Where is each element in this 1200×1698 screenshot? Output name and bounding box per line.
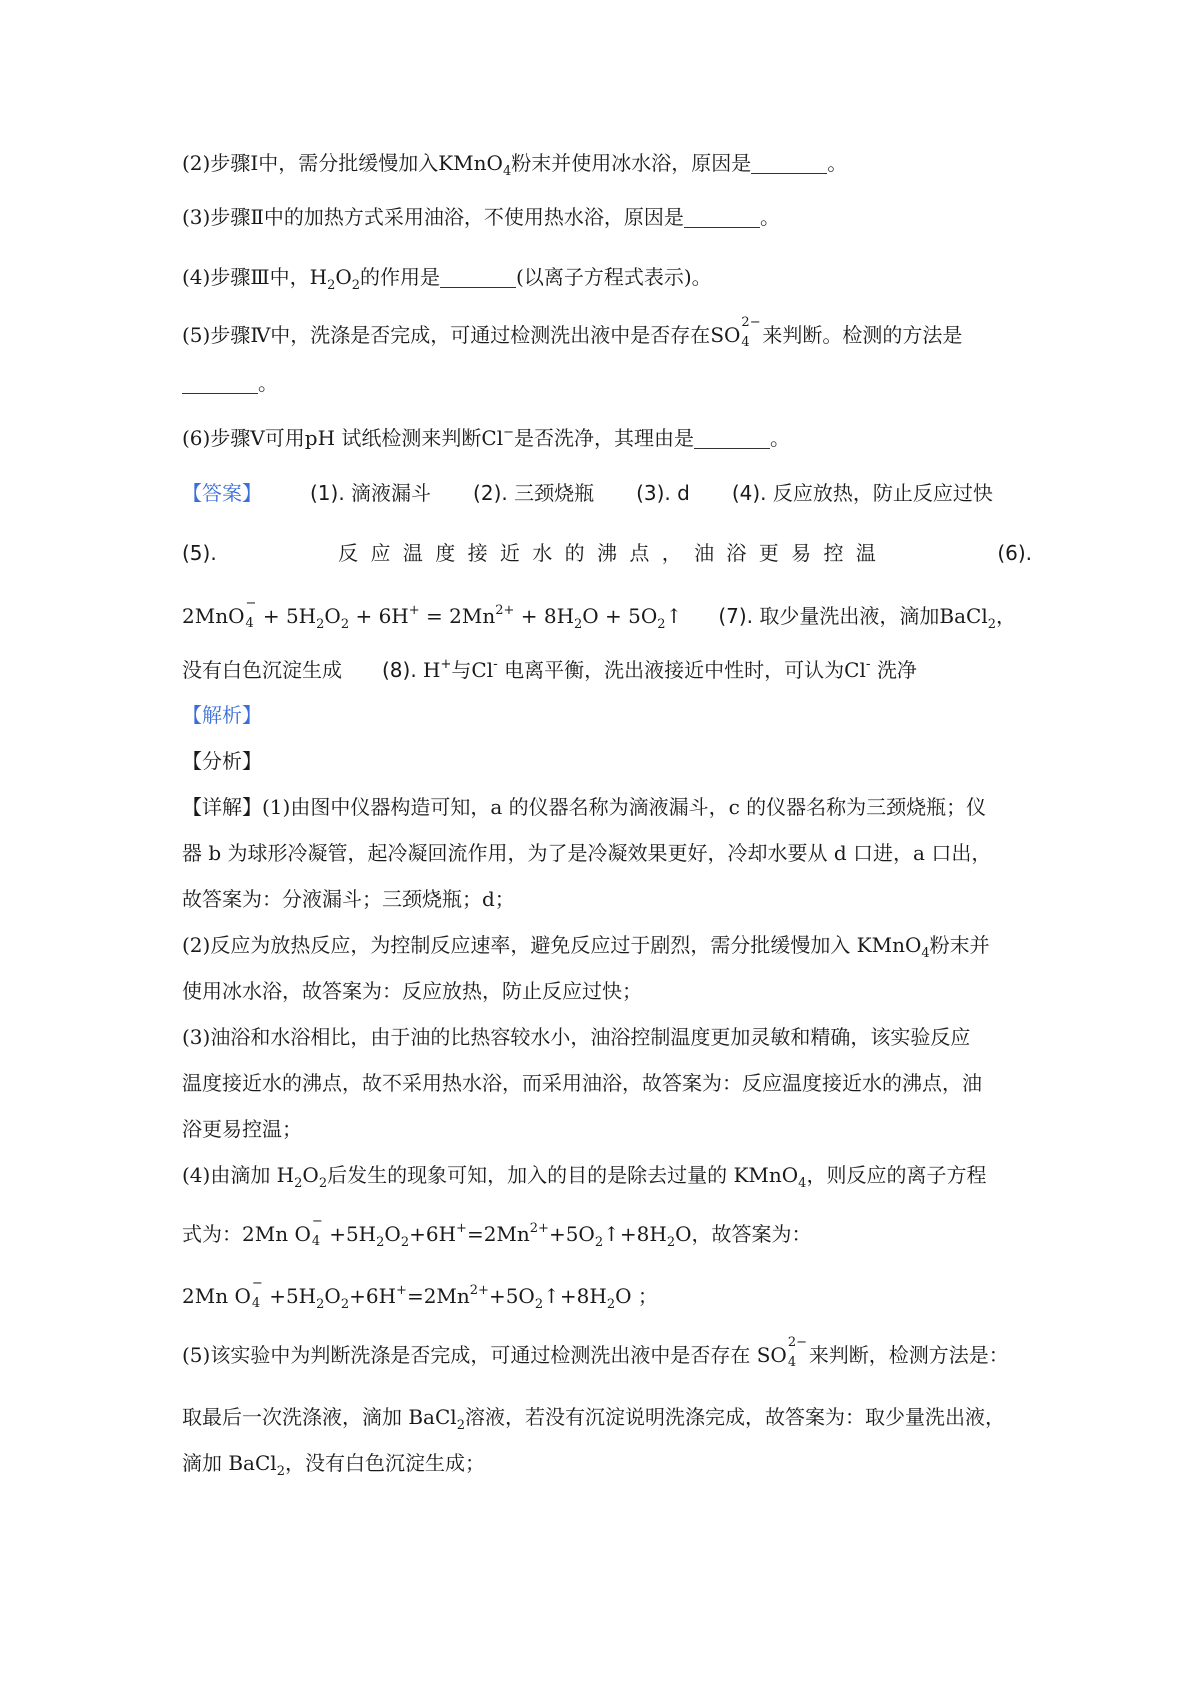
- detail-tag: 【详解】: [182, 795, 262, 819]
- answer-tag: 【答案】: [182, 481, 262, 505]
- q3-end: 。: [759, 205, 780, 229]
- q5-ion-sub: 4: [741, 335, 750, 350]
- q4-blank: [440, 267, 516, 288]
- answer-8-c: 电离平衡，洗出液接近中性时，可认为: [504, 658, 845, 682]
- detail-1-line-2: 器 b 为球形冷凝管，起冷凝回流作用，为了是冷凝效果更好，冷却水要从 d 口进，a 口出，: [182, 841, 992, 865]
- q4-text: (4)步骤Ⅲ中，: [182, 265, 310, 289]
- answer-7-sub: 2: [987, 617, 996, 632]
- q2-chem-sub: 4: [502, 164, 512, 179]
- analysis-subtag: 【分析】: [182, 749, 262, 773]
- question-2: [182, 148, 1032, 187]
- q6-text-c: 是否洗净，其理由是: [514, 426, 694, 450]
- q4-sub2: 2: [351, 278, 361, 293]
- answer-8-h: H: [423, 658, 441, 682]
- detail-4-line-2: 式为：2Mn O 4 − $+5H_2O_2+6H^+=2Mn^{2+}+5O_2↑+8H_2O$，故答案为：: [182, 1214, 812, 1250]
- answer-8-cl: Cl: [471, 658, 494, 682]
- q2-text: (2)步骤Ⅰ中，需分批缓慢加入: [182, 151, 439, 175]
- detail-1-text-1: (1)由图中仪器构造可知，a 的仪器名称为滴液漏斗，c 的仪器名称为三颈烧瓶；仪: [262, 795, 987, 819]
- detail-1-line-3: 故答案为：分液漏斗；三颈烧瓶；d；: [182, 887, 515, 911]
- answer-line-4: [182, 650, 1032, 685]
- answer-8-cl2: Cl: [844, 658, 866, 682]
- q6-end: 。: [770, 426, 790, 450]
- question-4: [182, 262, 1032, 301]
- q4-h: H: [309, 265, 328, 289]
- q5-blank: [182, 373, 258, 394]
- answer-4: (4). 反应放热，防止反应过快: [731, 481, 993, 505]
- q6-text: (6)步骤Ⅴ可用: [182, 426, 305, 450]
- detail-3-line-1: (3)油浴和水浴相比，由于油的比热容较水小，油浴控制温度更加灵敏和精确，该实验反应: [182, 1025, 971, 1049]
- q6-cl-sup: −: [503, 425, 514, 440]
- question-3: [182, 202, 1032, 232]
- q4-o: O: [335, 265, 352, 289]
- detail-3-line-2: 温度接近水的沸点，故不采用热水浴，而采用油浴，故答案为：反应温度接近水的沸点，油: [182, 1071, 982, 1095]
- answer-line-3: [182, 596, 1032, 640]
- q6-cl: Cl: [481, 426, 504, 450]
- answer-equation: 2MnO 4 − + $5H_2O_2 + 6H^+ = 2Mn^{2+} + 8H_2O$ + $5O_2↑$: [182, 596, 683, 632]
- answer-2: (2). 三颈烧瓶: [473, 481, 595, 505]
- detail-4-line-3: 2Mn O 4 − $+5H_2O_2+6H^+=2Mn^{2+}+5O_2↑+8H_2O$ ；: [182, 1276, 658, 1312]
- detail-5-line-2: 取最后一次洗涤液，滴加 BaCl$_2$溶液，若没有沉淀说明洗涤完成，故答案为：取少量洗出液，: [182, 1405, 1005, 1433]
- q4-sub1: 2: [327, 278, 336, 293]
- detail-2-line-1: (2)反应为放热反应，为控制反应速率，避免反应过于剧烈，需分批缓慢加入 KMnO$_4$粉末并: [182, 933, 990, 961]
- q3-blank: [684, 207, 760, 228]
- detail-1-line-1: [182, 792, 1032, 822]
- detail-5-line-1: (5)该实验中为判断洗涤是否完成，可通过检测洗出液中是否存在 SO 4 2− 来判断，检测方法是：: [182, 1335, 1009, 1370]
- analysis-tag: 【解析】: [182, 703, 262, 727]
- q6-blank: [694, 428, 770, 449]
- answer-7-cont: 没有白色沉淀生成: [182, 658, 342, 682]
- answer-line-1: [182, 478, 1032, 508]
- question-5: [182, 315, 1032, 350]
- answer-7-end: ，: [996, 604, 1016, 628]
- q5-ion-sup: 2−: [741, 315, 761, 330]
- q2-end: 。: [827, 151, 848, 175]
- answer-8-end: 洗净: [876, 658, 917, 682]
- answer-8-cl-sup: -: [493, 657, 498, 672]
- q4-text-c: (以离子方程式表示)。: [516, 265, 712, 289]
- q5-ion: SO: [710, 323, 741, 347]
- question-5-cont: [182, 368, 1032, 398]
- answer-5-text: 反 应 温 度 接 近 水 的 沸 点 ， 油 浴 更 易 控 温: [338, 541, 876, 565]
- detail-5-line-3: 滴加 BaCl$_2$，没有白色沉淀生成；: [182, 1451, 485, 1479]
- detail-4-line-1: (4)由滴加 $H_2O_2$后发生的现象可知，加入的目的是除去过量的 KMnO$_4$，则反应的离子方程: [182, 1163, 987, 1191]
- answer-8-b: 与: [451, 658, 472, 682]
- question-6: [182, 418, 1032, 453]
- q4-text-b: 的作用是: [360, 265, 441, 289]
- answer-line-2: [182, 538, 1032, 568]
- q5-end: 。: [258, 371, 278, 395]
- answer-7: (7). 取少量洗出液，滴加: [718, 604, 940, 628]
- q3-text: (3)步骤Ⅱ中的加热方式采用油浴，不使用热水浴，原因是: [182, 205, 684, 229]
- q6-ph: pH: [304, 426, 336, 450]
- answer-7-chem: BaCl: [939, 604, 988, 628]
- answer-3: (3). d: [636, 481, 690, 505]
- answer-1: (1). 滴液漏斗: [310, 481, 432, 505]
- q2-chem: KMnO: [438, 151, 503, 175]
- q5-text-b: 来判断。检测的方法是: [762, 323, 963, 347]
- answer-8-cl2-sup: -: [865, 657, 871, 672]
- detail-3-line-3: 浴更易控温；: [182, 1117, 302, 1141]
- answer-6-num: (6).: [997, 541, 1032, 565]
- answer-8-h-sup: +: [440, 657, 452, 672]
- q2-text-b: 粉末并使用冰水浴，原因是: [511, 151, 752, 175]
- answer-8-num: (8).: [382, 658, 417, 682]
- q5-text: (5)步骤Ⅳ中，洗涤是否完成，可通过检测洗出液中是否存在: [182, 323, 711, 347]
- q2-blank: [751, 153, 827, 174]
- q6-text-b: 试纸检测来判断: [341, 426, 482, 450]
- answer-5-num: (5).: [182, 541, 217, 565]
- detail-2-line-2: 使用冰水浴，故答案为：反应放热，防止反应过快；: [182, 979, 642, 1003]
